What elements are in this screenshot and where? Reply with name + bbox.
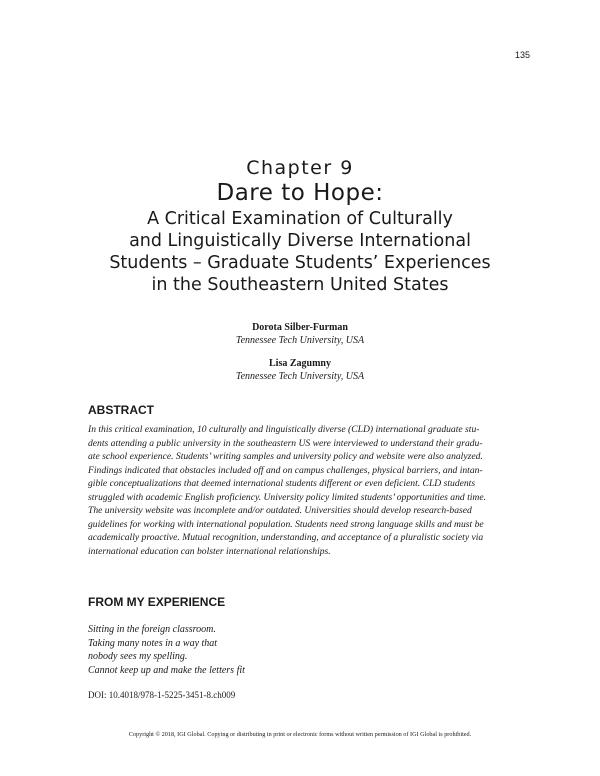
chapter-title: Dare to Hope: <box>216 180 384 206</box>
abstract-line: guidelines for working with international population. Students need strong language skills and must be <box>88 518 484 530</box>
abstract-heading: ABSTRACT <box>88 403 154 417</box>
abstract-line: ate school experience. Students’ writing samples and university policy and website were also analyzed. <box>88 451 483 462</box>
poem-line: Sitting in the foreign classroom. <box>88 624 216 635</box>
chapter-label: Chapter 9 <box>246 157 354 179</box>
doi: DOI: 10.4018/978-1-5225-3451-8.ch009 <box>88 690 236 700</box>
abstract-line: The university website was incomplete and/or outdated. Universities should develop research-based <box>88 505 472 516</box>
abstract-line: Findings indicated that obstacles included off and on campus challenges, physical barriers, and intan- <box>88 464 483 476</box>
chapter-subtitle <box>40 208 560 296</box>
author-affiliation: Tennessee Tech University, USA <box>235 335 365 346</box>
abstract-line: international education can bolster international relationships. <box>88 545 331 557</box>
author-affiliation: Tennessee Tech University, USA <box>235 371 365 382</box>
experience-heading: FROM MY EXPERIENCE <box>88 595 226 609</box>
subtitle-line: Students – Graduate Students’ Experiences <box>109 253 491 273</box>
subtitle-line: and Linguistically Diverse International <box>129 231 471 251</box>
abstract-line: gible conceptualizations that deemed international students different or even deficient. CLD students <box>88 478 476 489</box>
poem-line: Taking many notes in a way that <box>88 637 218 649</box>
author-name: Lisa Zagumny <box>269 358 331 369</box>
abstract-line: academically proactive. Mutual recognition, understanding, and acceptance of a pluralistic society via <box>88 532 484 543</box>
abstract-line: struggled with academic English proficiency. University policy limited students’ opportunities and time. <box>88 491 486 503</box>
abstract-line: dents attending a public university in the southeastern US were interviewed to understand their gradu- <box>88 437 483 449</box>
page-number: 135 <box>514 50 530 60</box>
author-name: Dorota Silber-Furman <box>252 322 348 333</box>
subtitle-line: A Critical Examination of Culturally <box>147 209 453 229</box>
experience-poem <box>88 623 245 677</box>
subtitle-line: in the Southeastern United States <box>151 275 449 295</box>
poem-line: nobody sees my spelling. <box>88 651 188 662</box>
author-block <box>0 321 600 347</box>
author-block <box>0 357 600 383</box>
copyright-notice: Copyright © 2018, IGI Global. Copying or distributing in print or electronic forms without written permission of IGI Global is prohibited. <box>128 731 472 738</box>
abstract-body <box>88 423 532 558</box>
poem-line: Cannot keep up and make the letters fit <box>88 664 245 676</box>
abstract-line: In this critical examination, 10 culturally and linguistically diverse (CLD) international graduate stu- <box>88 424 480 435</box>
